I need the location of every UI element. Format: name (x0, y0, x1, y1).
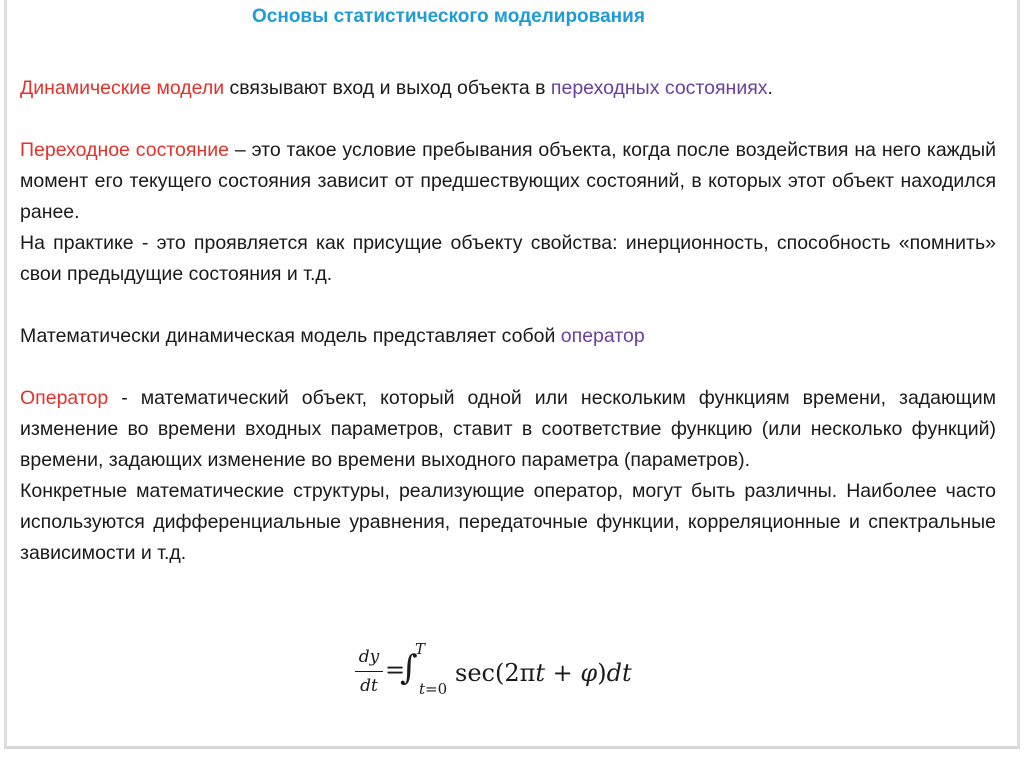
formula-close-paren: ) (597, 659, 607, 687)
formula-fraction (355, 646, 383, 697)
paragraph-gap (20, 104, 996, 135)
paragraph-gap (20, 352, 996, 383)
formula-lower-variable: t (419, 680, 426, 698)
term-dynamic-models: Динамические модели (20, 77, 225, 99)
term-operator-link: оператор (560, 325, 645, 347)
formula-upper-limit: T (415, 640, 426, 658)
formula-integral-sign: ∫ (400, 648, 418, 688)
slide-frame-right (1017, 0, 1020, 749)
paragraph-text: связывают вход и выход объекта в (224, 77, 551, 99)
formula-denominator: dt (360, 676, 378, 696)
paragraph-practice: На практике - это проявляется как присущие объекту свойства: инерционность, способность «помнить» свои предыдущие состояния и т.д. (20, 232, 996, 285)
paragraph-gap (20, 290, 996, 321)
formula-phase: φ (580, 659, 598, 687)
formula-lower-value: =0 (425, 680, 448, 698)
slide-title: Основы статистического моделирования (252, 6, 645, 27)
paragraph-structures: Конкретные математические структуры, реализующие оператор, могут быть различны. Наиболее часто используются дифференциальные уравнения, передаточные функции, корреляционные и спектральные зависимости и т.д. (20, 480, 996, 564)
formula-function-name: sec(2π (455, 659, 536, 687)
paragraph-text: – это такое условие пребывания объекта, когда после воздействия на него каждый момент его текущего состояния зависит от предшествующих состояний, в которых этот объект находился ранее. (20, 139, 997, 223)
slide-frame-bottom (4, 746, 1020, 749)
slide-content (20, 73, 996, 569)
formula-plus: + (545, 659, 581, 687)
paragraph-dynamic-models (20, 73, 996, 104)
term-transient-states: переходных состояниях (550, 77, 768, 99)
paragraph-math-model (20, 321, 996, 352)
term-operator: Оператор (20, 387, 109, 409)
formula-lower-limit (419, 680, 447, 698)
formula-numerator: dy (355, 646, 383, 672)
paragraph-text: Математически динамическая модель представляет собой (20, 325, 561, 347)
term-transient-state: Переходное состояние (20, 139, 229, 161)
paragraph-text: . (767, 77, 773, 99)
formula-integrand (455, 659, 632, 687)
paragraph-operator-definition (20, 383, 996, 476)
slide-frame-left (4, 0, 7, 749)
paragraph-text: - математический объект, который одной или нескольким функциям времени, задающим изменение во времени входных параметров, ставит в соответствие функцию (или несколько функций) времени, задающих изменение во времени выходного параметра (параметров). (20, 387, 996, 471)
formula-equals: = (385, 656, 406, 684)
paragraph-transient-state (20, 135, 996, 228)
formula-differential: dt (606, 659, 632, 687)
formula-function-variable: t (535, 659, 546, 687)
